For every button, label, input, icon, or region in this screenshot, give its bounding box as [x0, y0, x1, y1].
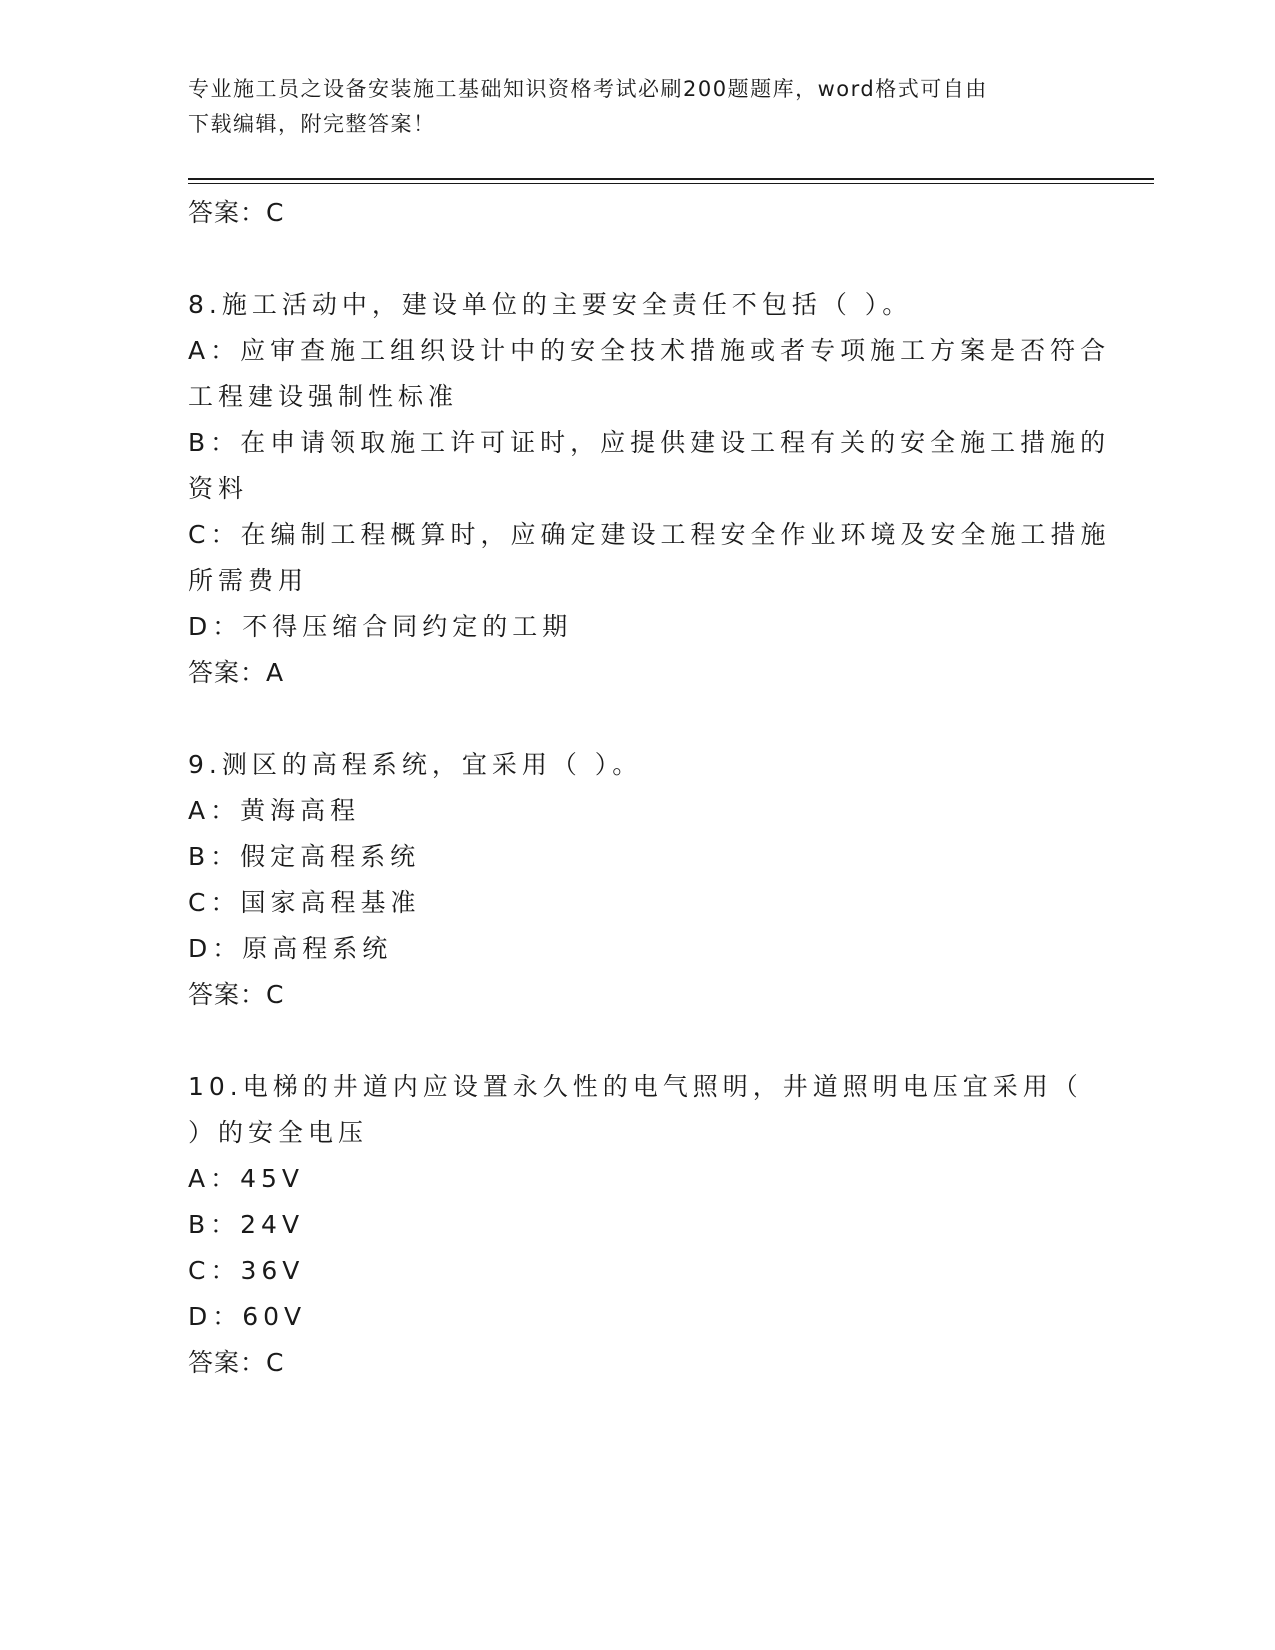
option-line: A：应审查施工组织设计中的安全技术措施或者专项施工方案是否符合 — [188, 336, 1111, 365]
question-block — [188, 1064, 1088, 1386]
document-body — [188, 190, 1111, 1386]
option-line: B：假定高程系统 — [188, 842, 421, 871]
question-stem: 8.施工活动中，建设单位的主要安全责任不包括（ ）。 — [188, 290, 913, 319]
document-header — [188, 72, 1088, 142]
option-line: A：黄海高程 — [188, 796, 361, 825]
question-block — [188, 742, 1088, 1018]
answer-line: 答案：A — [188, 658, 285, 687]
header-line-2: 下载编辑，附完整答案！ — [188, 112, 436, 136]
spacer — [188, 236, 1088, 282]
previous-answer: 答案：C — [188, 198, 285, 227]
answer-line: 答案：C — [188, 980, 285, 1009]
option-line: 资料 — [188, 474, 249, 503]
spacer — [188, 696, 1088, 742]
option-line: B：24V — [188, 1210, 305, 1239]
header-divider-thick — [188, 178, 1154, 180]
question-stem: 9.测区的高程系统，宜采用（ ）。 — [188, 750, 643, 779]
header-line-1: 专业施工员之设备安装施工基础知识资格考试必刷200题题库，word格式可自由 — [188, 77, 988, 101]
answer-line: 答案：C — [188, 1348, 285, 1377]
question-stem: 10.电梯的井道内应设置永久性的电气照明，井道照明电压宜采用（ — [188, 1072, 1083, 1101]
option-line: C：36V — [188, 1256, 305, 1285]
question-stem: ）的安全电压 — [188, 1118, 369, 1147]
header-divider-thin — [188, 183, 1154, 184]
option-line: A：45V — [188, 1164, 305, 1193]
option-line: D：60V — [188, 1302, 307, 1331]
option-line: D：不得压缩合同约定的工期 — [188, 612, 573, 641]
option-line: 所需费用 — [188, 566, 309, 595]
option-line: C：国家高程基准 — [188, 888, 421, 917]
option-line: B：在申请领取施工许可证时，应提供建设工程有关的安全施工措施的 — [188, 428, 1111, 457]
option-line: 工程建设强制性标准 — [188, 382, 459, 411]
option-line: C：在编制工程概算时，应确定建设工程安全作业环境及安全施工措施 — [188, 520, 1111, 549]
spacer — [188, 1018, 1088, 1064]
option-line: D：原高程系统 — [188, 934, 393, 963]
question-block — [188, 282, 1111, 696]
